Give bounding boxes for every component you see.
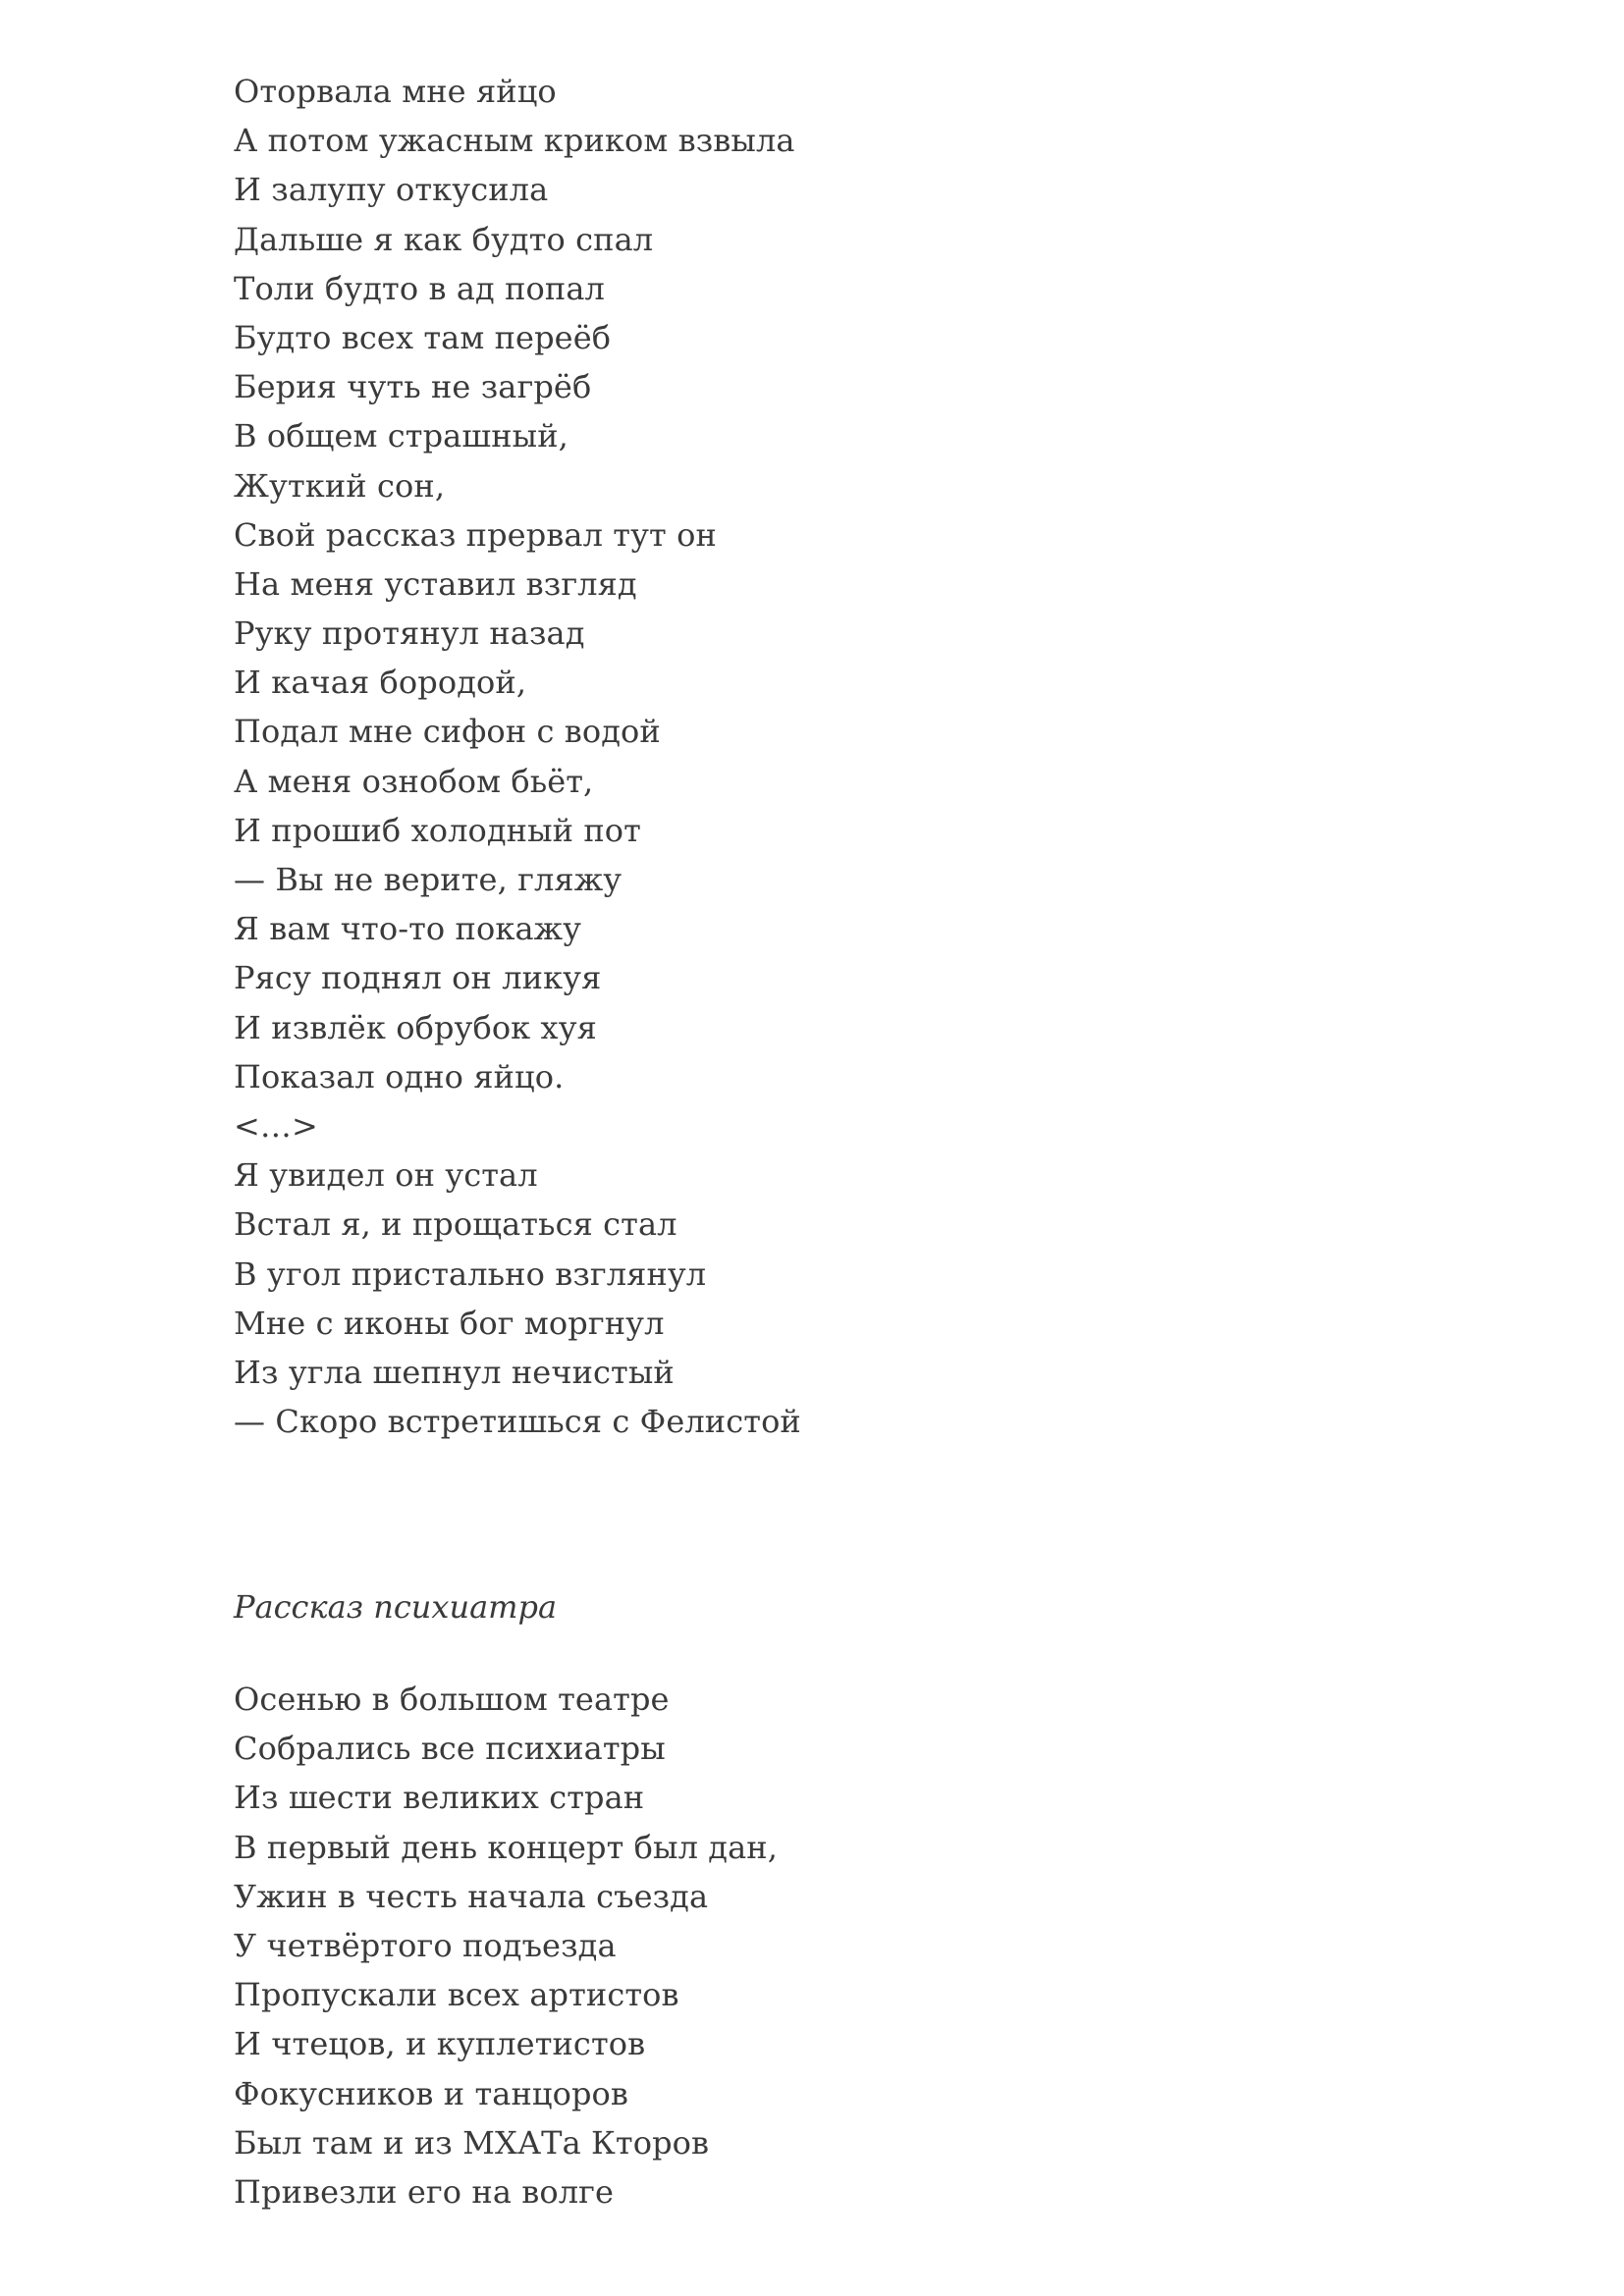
poem-line: Я вам что-то покажу	[234, 910, 582, 948]
poem-line: Ужин в честь начала съезда	[234, 1877, 709, 1915]
poem-line: Из угла шепнул нечистый	[234, 1353, 675, 1391]
poem-line: У четвёртого подъезда	[234, 1926, 617, 1964]
poem-line: В первый день концерт был дан,	[234, 1828, 778, 1866]
poem-line: А меня ознобом бьёт,	[234, 762, 594, 800]
poem-line: И прошиб холодный пот	[234, 811, 641, 849]
poem-line: — Скоро встретишься с Фелистой	[234, 1403, 801, 1441]
poem-line: Оторвала мне яйцо	[234, 73, 557, 110]
poem-line: Мне с иконы бог моргнул	[234, 1304, 665, 1342]
poem-line: Берия чуть не загрёб	[234, 368, 592, 406]
poem-line: И залупу откусила	[234, 171, 549, 209]
poem-line: Был там и из МХАТа Кторов	[234, 2123, 710, 2162]
poem-line: Толи будто в ад попал	[234, 269, 605, 307]
poem-line: Жуткий сон,	[234, 466, 446, 505]
poem-line: И извлёк обрубок хуя	[234, 1008, 597, 1046]
poem-line: <…>	[234, 1106, 318, 1145]
next-poem-body	[234, 1675, 1412, 2216]
poem-line: Встал я, и прощаться стал	[234, 1205, 677, 1244]
poem-line: Пропускали всех артистов	[234, 1976, 679, 2014]
poem-line: В угол пристально взглянул	[234, 1255, 707, 1293]
poem-line: Фокусников и танцоров	[234, 2074, 629, 2112]
poem-line: Показал одно яйцо.	[234, 1057, 565, 1095]
poem-line: Собрались все психиатры	[234, 1730, 666, 1768]
poem-line: Свой рассказ прервал тут он	[234, 515, 717, 554]
poem-line: А потом ужасным криком взвыла	[234, 122, 795, 160]
poem-line: В общем страшный,	[234, 417, 568, 455]
poem-line: Рясу поднял он ликуя	[234, 959, 602, 997]
poem-title: Рассказ психиатра	[234, 1588, 558, 1626]
poem-line: — Вы не верите, гляжу	[234, 861, 623, 898]
poem-line: Будто всех там переёб	[234, 318, 612, 356]
poem-line: Осенью в большом театре	[234, 1681, 670, 1718]
poem-line: Привезли его на волге	[234, 2172, 615, 2211]
poem-line: И чтецов, и куплетистов	[234, 2025, 646, 2063]
poem-continuation	[234, 67, 1412, 1446]
poem-line: Подал мне сифон с водой	[234, 713, 661, 751]
poem-line: Дальше я как будто спал	[234, 220, 654, 258]
poem-line: На меня уставил взгляд	[234, 564, 637, 603]
poem-line: Из шести великих стран	[234, 1779, 645, 1817]
poem-line: И качая бородой,	[234, 664, 527, 702]
poem-line: Руку протянул назад	[234, 614, 585, 653]
poem-line: Я увидел он устал	[234, 1156, 538, 1195]
